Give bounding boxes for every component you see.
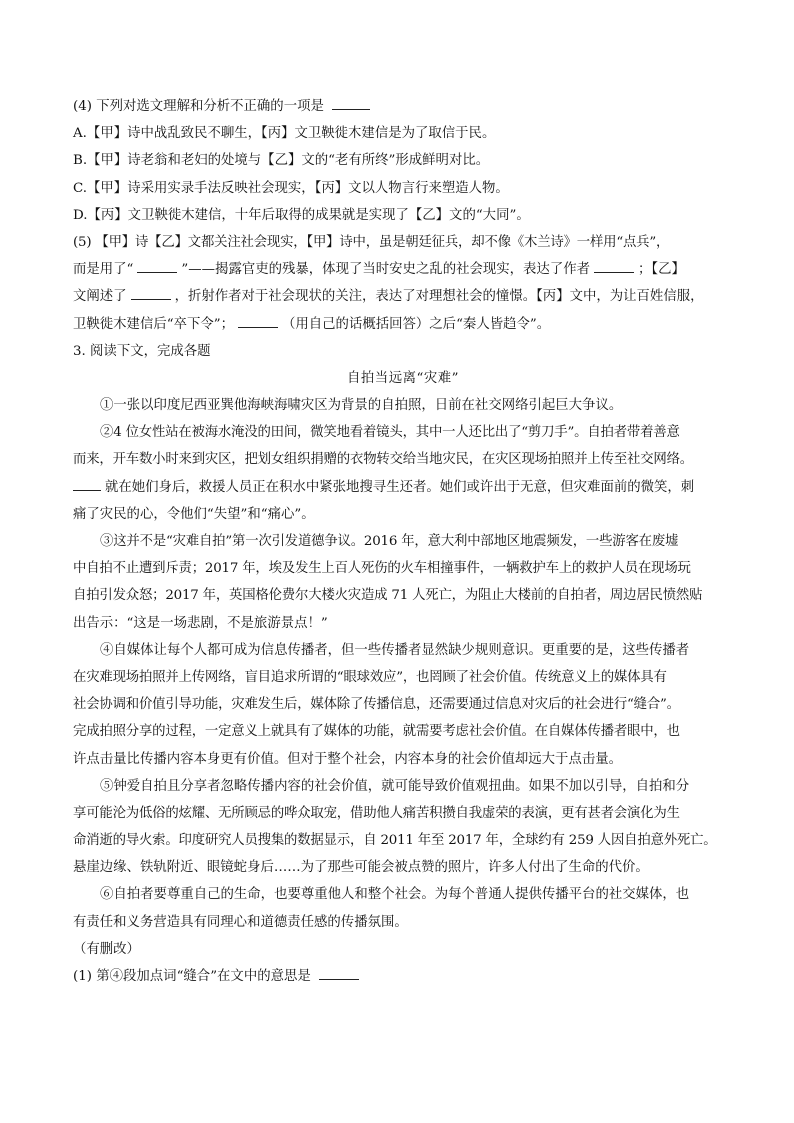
paragraph-5-line: 命消逝的导火索。印度研究人员搜集的数据显示，自 2011 年至 2017 年，全球约有 259 人因自拍意外死亡。 (73, 833, 717, 849)
paragraph-3-line: 中自拍不止遭到斥责；2017 年，埃及发生上百人死伤的火车相撞事件，一辆救护车上的救护人员在现场玩 (73, 561, 691, 577)
question-5-line-3 (73, 283, 733, 310)
paragraph-5-line: 悬崖边缘、铁轨附近、眼镜蛇身后……为了那些可能会被点赞的照片，许多人付出了生命的代价。 (73, 860, 649, 876)
question-5-line-4 (73, 311, 733, 338)
sub-question-1 (73, 963, 733, 990)
paragraph-2-line: 而来，开车数小时来到灾区，把划女组织捐赠的衣物转交给当地灾民，在灾区现场拍照并上传至社交网络。 (73, 452, 693, 468)
question-text: (4) 下列对选文理解和分析不正确的一项是 (73, 99, 324, 114)
question-text: (1) 第④段加点词“缝合”在文中的意思是 (73, 969, 311, 984)
q5-text: （用自己的话概括回答）之后“秦人皆趋令”。 (282, 316, 551, 332)
q5-text: ；【乙】 (637, 262, 685, 278)
question-4-stem (73, 93, 733, 120)
paragraph-3-line: 出告示：“这是一场悲剧，不是旅游景点！” (73, 615, 328, 631)
answer-blank[interactable] (238, 311, 278, 328)
source-note: （有删改） (73, 941, 140, 957)
option-a: A.【甲】诗中战乱致民不聊生，【丙】文卫鞅徙木建信是为了取信于民。 (73, 126, 496, 142)
paragraph-5-line: ⑤钟爱自拍且分享者忽略传播内容的社会价值，就可能导致价值观扭曲。如果不加以引导，自拍和分 (100, 778, 690, 794)
answer-blank[interactable] (594, 256, 634, 273)
answer-blank[interactable] (332, 93, 370, 110)
paragraph-6-line: 有责任和义务营造具有同理心和道德责任感的传播氛围。 (73, 914, 408, 930)
paragraph-3-line: ③这并不是“灾难自拍”第一次引发道德争议。2016 年，意大利中部地区地震频发，一些游客在废墟 (100, 534, 679, 549)
paragraph-2-line: 痛了灾民的心，令他们“失望”和“痛心”。 (73, 506, 315, 522)
answer-blank[interactable] (131, 283, 171, 300)
paragraph-4-line: 社会协调和价值引导功能，灾难发生后，媒体除了传播信息，还需要通过信息对灾后的社会进行“缝合”。 (73, 697, 680, 713)
paragraph-4-line: 完成拍照分享的过程，一定意义上就具有了媒体的功能，就需要考虑社会价值。在自媒体传播者眼中，也 (73, 724, 680, 740)
paragraph-6-line: ⑥自拍者要尊重自己的生命，也要尊重他人和整个社会。为每个普通人提供传播平台的社交媒体，也 (100, 887, 690, 903)
q5-text: 文阐述了 (73, 289, 127, 305)
question-3-heading: 3. 阅读下文，完成各题 (73, 343, 211, 359)
option-b: B.【甲】诗老翁和老妇的处境与【乙】文的“老有所终”形成鲜明对比。 (73, 153, 490, 169)
question-5-line-1: (5) 【甲】诗【乙】文都关注社会现实，【甲】诗中，虽是朝廷征兵，却不像《木兰诗》一样用“点兵”， (73, 234, 670, 250)
paragraph-5-line: 享可能沦为低俗的炫耀、无所顾忌的哗众取宠，借助他人痛苦积攒自我虚荣的表演，更有甚者会演化为生 (73, 805, 680, 821)
answer-blank[interactable] (319, 963, 359, 980)
q5-text: ”——揭露官吏的残暴，体现了当时安史之乱的社会现实，表达了作者 (181, 262, 590, 278)
q5-text: 而是用了“ (73, 262, 134, 278)
q5-text: ，折射作者对于社会现状的关注，表达了对理想社会的憧憬。【丙】文中，为让百姓信服， (174, 289, 704, 305)
paragraph-1: ①一张以印度尼西亚巽他海峡海啸灾区为背景的自拍照，日前在社交网络引起巨大争议。 (100, 398, 623, 414)
paragraph-4-line: 在灾难现场拍照并上传网络，盲目追求所谓的“眼球效应”，也罔顾了社会价值。传统意义上的媒体具有 (73, 669, 667, 685)
option-d: D.【丙】文卫鞅徙木建信，十年后取得的成果就是实现了【乙】文的“大同”。 (73, 207, 530, 223)
answer-blank[interactable] (137, 256, 177, 273)
paragraph-2-line (73, 474, 733, 501)
paragraph-4-line: 许点击量比传播内容本身更有价值。但对于整个社会，内容本身的社会价值却远大于点击量。 (73, 751, 623, 767)
option-c: C.【甲】诗采用实录手法反映社会现实，【丙】文以人物言行来塑造人物。 (73, 180, 509, 196)
underline-mark (73, 474, 101, 491)
article-title: 自拍当远离“灾难” (347, 370, 459, 386)
paragraph-text: 就在她们身后，救援人员正在积水中紧张地搜寻生还者。她们或许出于无意，但灾难面前的微笑，刺 (105, 479, 695, 495)
exam-page (73, 93, 733, 990)
paragraph-2-line: ②4 位女性站在被海水淹没的田间，微笑地看着镜头，其中一人还比出了“剪刀手”。自拍者带着善意 (100, 425, 680, 441)
q5-text: 卫鞅徙木建信后“卒下令”； (73, 316, 234, 332)
question-5-line-2 (73, 256, 733, 283)
paragraph-3-line: 自拍引发众怒；2017 年，英国格伦费尔大楼火灾造成 71 人死亡，为阻止大楼前的自拍者，周边居民愤然贴 (73, 588, 703, 604)
paragraph-4-line: ④自媒体让每个人都可成为信息传播者，但一些传播者显然缺少规则意识。更重要的是，这些传播者 (100, 642, 690, 658)
